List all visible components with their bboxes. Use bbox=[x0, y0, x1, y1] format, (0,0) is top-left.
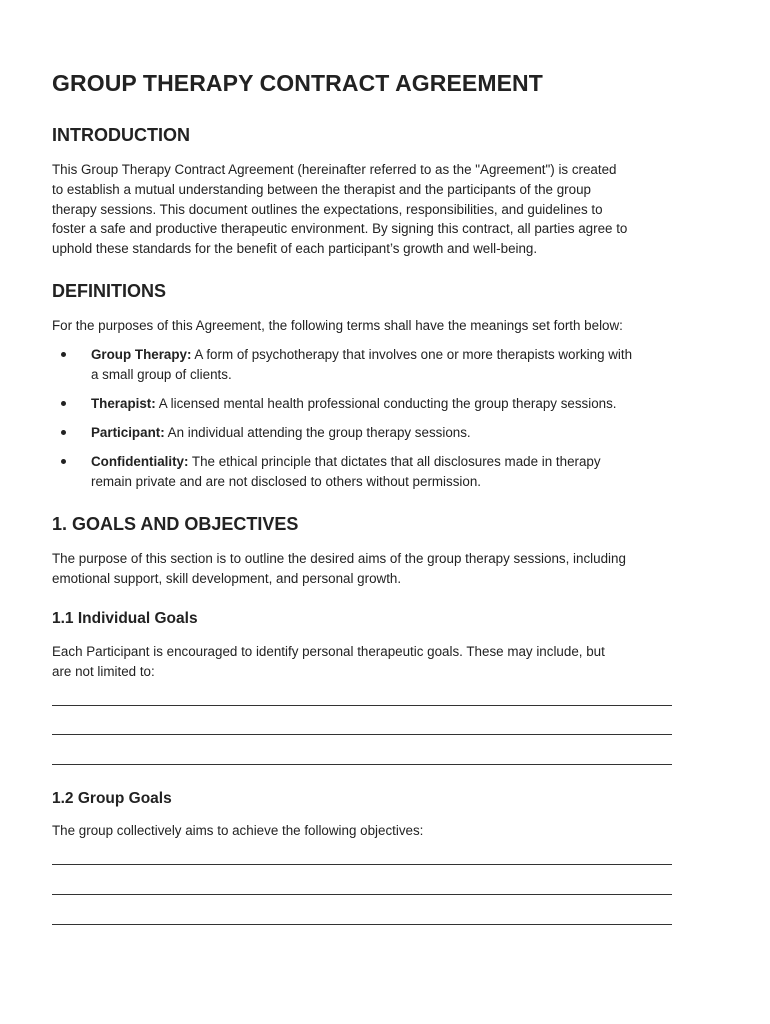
document-title: GROUP THERAPY CONTRACT AGREEMENT bbox=[52, 70, 543, 96]
introduction-paragraph bbox=[52, 160, 722, 259]
bullet-icon bbox=[61, 459, 66, 464]
definitions-heading: DEFINITIONS bbox=[52, 281, 167, 301]
definition-term: Confidentiality: bbox=[91, 454, 189, 469]
group-goals-line: The group collectively aims to achieve the following objectives: bbox=[52, 823, 424, 838]
definition-text: a small group of clients. bbox=[91, 366, 232, 382]
introduction-line: therapy sessions. This document outlines the expectations, responsibilities, and guidelines to bbox=[52, 201, 603, 217]
individual-goal-blank-line[interactable] bbox=[52, 764, 672, 765]
definition-term: Therapist: bbox=[91, 396, 156, 411]
individual-goals-line: are not limited to: bbox=[52, 663, 155, 679]
individual-goal-blank-line[interactable] bbox=[52, 734, 672, 735]
introduction-line: to establish a mutual understanding between the therapist and the participants of the group bbox=[52, 181, 591, 197]
definition-term: Participant: bbox=[91, 425, 165, 440]
introduction-line: foster a safe and productive therapeutic environment. By signing this contract, all parties agree to bbox=[52, 221, 628, 237]
goals-line: The purpose of this section is to outline the desired aims of the group therapy sessions, including bbox=[52, 551, 626, 566]
group-goal-blank-line[interactable] bbox=[52, 894, 672, 895]
definition-text: remain private and are not disclosed to others without permission. bbox=[91, 473, 482, 489]
bullet-icon bbox=[61, 430, 66, 435]
individual-goals-heading: 1.1 Individual Goals bbox=[52, 610, 198, 627]
definition-text: An individual attending the group therapy sessions. bbox=[164, 425, 471, 440]
goals-heading: 1. GOALS AND OBJECTIVES bbox=[52, 514, 299, 534]
introduction-heading: INTRODUCTION bbox=[52, 125, 190, 145]
definition-text: A licensed mental health professional conducting the group therapy sessions. bbox=[155, 396, 617, 411]
individual-goal-blank-line[interactable] bbox=[52, 705, 672, 706]
definitions-intro: For the purposes of this Agreement, the following terms shall have the meanings set forth below: bbox=[52, 318, 623, 333]
introduction-line: This Group Therapy Contract Agreement (hereinafter referred to as the "Agreement") is created bbox=[52, 162, 617, 177]
definition-text: The ethical principle that dictates that all disclosures made in therapy bbox=[188, 454, 601, 469]
individual-goals-line: Each Participant is encouraged to identify personal therapeutic goals. These may include, but bbox=[52, 644, 605, 659]
group-goal-blank-line[interactable] bbox=[52, 924, 672, 925]
bullet-icon bbox=[61, 401, 66, 406]
definition-term: Group Therapy: bbox=[91, 347, 192, 362]
definition-text: A form of psychotherapy that involves one or more therapists working with bbox=[191, 347, 633, 362]
goals-line: emotional support, skill development, and personal growth. bbox=[52, 570, 402, 586]
group-goal-blank-line[interactable] bbox=[52, 864, 672, 865]
goals-paragraph bbox=[52, 549, 722, 589]
individual-goals-paragraph bbox=[52, 642, 722, 682]
bullet-icon bbox=[61, 352, 66, 357]
group-goals-paragraph bbox=[52, 821, 722, 841]
introduction-line: uphold these standards for the benefit of each participant’s growth and well-being. bbox=[52, 241, 538, 257]
group-goals-heading: 1.2 Group Goals bbox=[52, 790, 172, 807]
